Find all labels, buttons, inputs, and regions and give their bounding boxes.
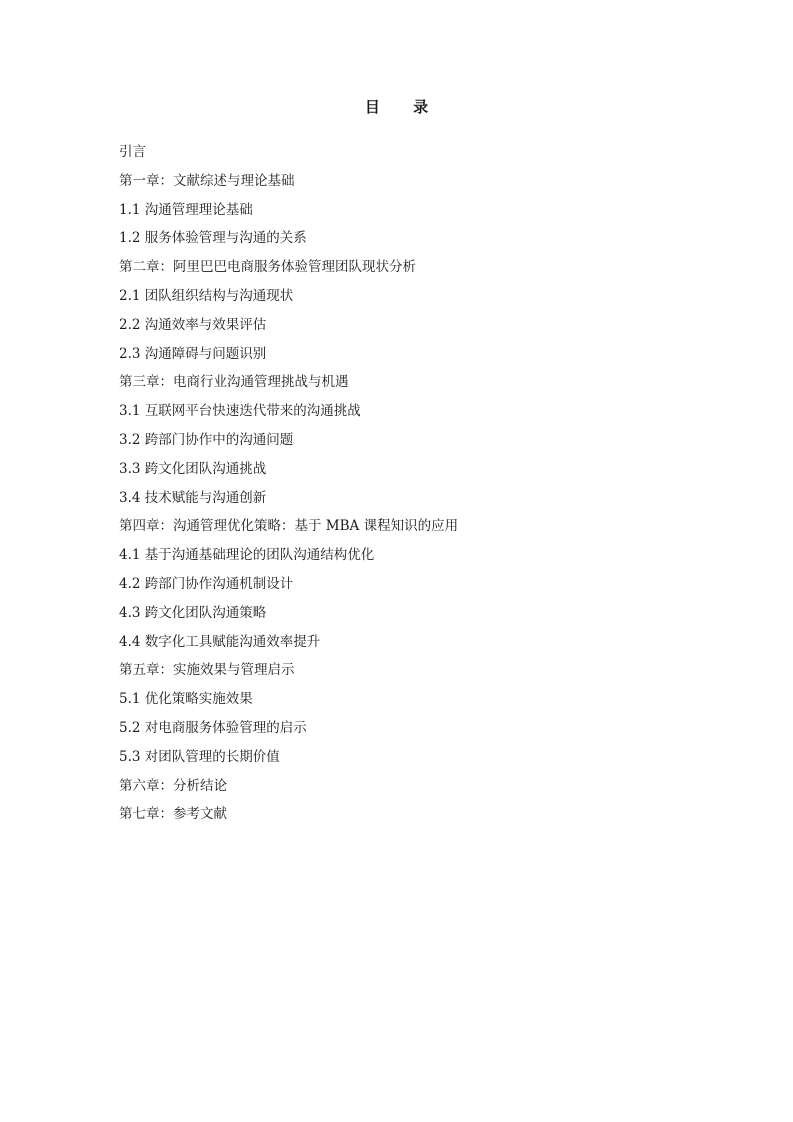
toc-item-section-2-1: 2.1 团队组织结构与沟通现状 <box>119 287 294 304</box>
toc-item-section-4-2: 4.2 跨部门协作沟通机制设计 <box>119 575 294 592</box>
toc-item-section-3-3: 3.3 跨文化团队沟通挑战 <box>119 460 267 477</box>
toc-item-chapter-6: 第六章：分析结论 <box>119 777 227 794</box>
toc-item-chapter-1: 第一章：文献综述与理论基础 <box>119 172 295 189</box>
toc-item-section-4-1: 4.1 基于沟通基础理论的团队沟通结构优化 <box>119 547 375 564</box>
toc-item-chapter-2: 第二章：阿里巴巴电商服务体验管理团队现状分析 <box>119 259 416 276</box>
toc-item-section-1-1: 1.1 沟通管理理论基础 <box>119 201 253 218</box>
toc-item-section-5-1: 5.1 优化策略实施效果 <box>119 691 253 708</box>
toc-item-section-3-4: 3.4 技术赋能与沟通创新 <box>119 489 267 506</box>
toc-item-chapter-5: 第五章：实施效果与管理启示 <box>119 662 295 679</box>
toc-item-section-5-3: 5.3 对团队管理的长期价值 <box>119 748 280 765</box>
toc-item-section-4-3: 4.3 跨文化团队沟通策略 <box>119 604 267 621</box>
toc-item-section-4-4: 4.4 数字化工具赋能沟通效率提升 <box>119 633 321 650</box>
toc-item-section-2-2: 2.2 沟通效率与效果评估 <box>119 316 267 333</box>
table-of-contents <box>119 142 458 833</box>
toc-item-section-3-2: 3.2 跨部门协作中的沟通问题 <box>119 431 294 448</box>
toc-item-section-5-2: 5.2 对电商服务体验管理的启示 <box>119 719 307 736</box>
toc-item-chapter-7: 第七章：参考文献 <box>119 806 227 823</box>
toc-item-chapter-4: 第四章：沟通管理优化策略：基于 MBA 课程知识的应用 <box>119 518 459 535</box>
toc-item-introduction: 引言 <box>119 144 146 160</box>
toc-item-section-2-3: 2.3 沟通障碍与问题识别 <box>119 345 267 362</box>
toc-item-section-3-1: 3.1 互联网平台快速迭代带来的沟通挑战 <box>119 403 361 420</box>
toc-title: 目 录 <box>364 98 443 116</box>
toc-item-chapter-3: 第三章：电商行业沟通管理挑战与机遇 <box>119 374 349 391</box>
toc-item-section-1-2: 1.2 服务体验管理与沟通的关系 <box>119 230 307 247</box>
